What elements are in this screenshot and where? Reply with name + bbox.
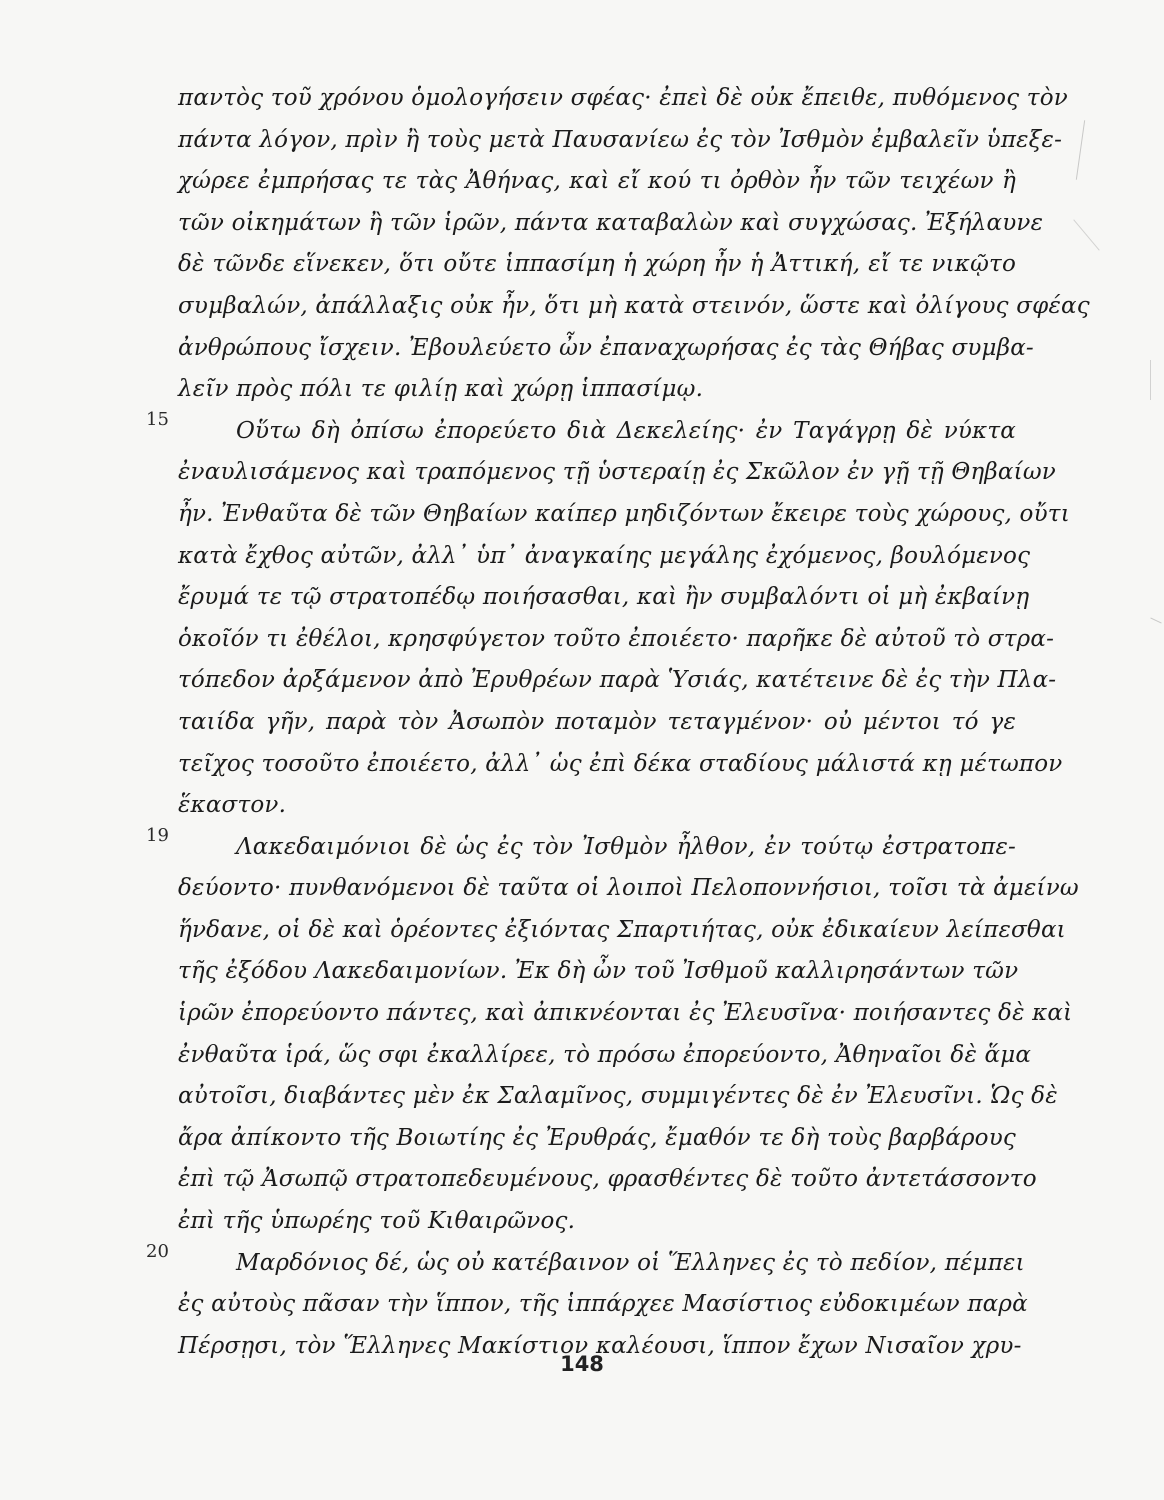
paragraph-start-line: Μαρδόνιος δέ, ὡς οὐ κατέβαινον οἱ Ἕλληνες ἐς τὸ πεδίον, πέμπει <box>236 1249 1025 1276</box>
text-line: ὁκοῖόν τι ἐθέλοι, κρησφύγετον τοῦτο ἐποιέετο· παρῆκε δὲ αὐτοῦ τὸ στρα- <box>178 625 1055 652</box>
text-line: δεύοντο· πυνθανόμενοι δὲ ταῦτα οἱ λοιποὶ Πελοποννήσιοι, τοῖσι τὰ ἀμείνω <box>178 875 1079 902</box>
body-text <box>178 78 1090 1367</box>
scan-artifact <box>1073 219 1099 250</box>
text-line: χώρεε ἐμπρήσας τε τὰς Ἀθήνας, καὶ εἴ κού τι ὀρθὸν ἦν τῶν τειχέων ἢ <box>178 168 1016 195</box>
text-line: συμβαλών, ἀπάλλαξις οὐκ ἦν, ὅτι μὴ κατὰ στεινόν, ὥστε καὶ ὀλίγους σφέας <box>178 292 1090 319</box>
section-number: 15 <box>146 409 169 430</box>
text-line: ἦν. Ἐνθαῦτα δὲ τῶν Θηβαίων καίπερ μηδιζόντων ἔκειρε τοὺς χώρους, οὔτι <box>178 500 1070 527</box>
text-line: ἄρα ἀπίκοντο τῆς Βοιωτίης ἐς Ἐρυθράς, ἔμαθόν τε δὴ τοὺς βαρβάρους <box>178 1124 1016 1151</box>
text-line: ἀνθρώπους ἴσχειν. Ἐβουλεύετο ὦν ἐπαναχωρήσας ἐς τὰς Θήβας συμβα- <box>178 334 1034 361</box>
text-line: ἐναυλισάμενος καὶ τραπόμενος τῇ ὑστεραίῃ ἐς Σκῶλον ἐν γῇ τῇ Θηβαίων <box>178 459 1056 486</box>
text-line: παντὸς τοῦ χρόνου ὁμολογήσειν σφέας· ἐπεὶ δὲ οὐκ ἔπειθε, πυθόμενος τὸν <box>178 85 1068 111</box>
scan-artifact <box>1150 618 1161 624</box>
text-line: Πέρσῃσι, τὸν Ἕλληνες Μακίστιον καλέουσι, ἵππον ἔχων Νισαῖον χρυ- <box>178 1332 1022 1359</box>
text-line: ἥνδανε, οἱ δὲ καὶ ὁρέοντες ἐξιόντας Σπαρτιήτας, οὐκ ἐδικαίευν λείπεσθαι <box>178 916 1066 943</box>
text-line: ἐνθαῦτα ἱρά, ὥς σφι ἐκαλλίρεε, τὸ πρόσω ἐπορεύοντο, Ἀθηναῖοι δὲ ἅμα <box>178 1041 1032 1068</box>
text-line: ταιίδα γῆν, παρὰ τὸν Ἀσωπὸν ποταμὸν τεταγμένον· οὐ μέντοι τό γε <box>178 708 1016 735</box>
text-line: ἱρῶν ἐπορεύοντο πάντες, καὶ ἀπικνέονται ἐς Ἐλευσῖνα· ποιήσαντες δὲ καὶ <box>178 1000 1073 1027</box>
text-line: ἐπὶ τῷ Ἀσωπῷ στρατοπεδευμένους, φρασθέντες δὲ τοῦτο ἀντετάσσοντο <box>178 1166 1037 1193</box>
text-line: ἐς αὐτοὺς πᾶσαν τὴν ἵππον, τῆς ἱππάρχεε Μασίστιος εὐδοκιμέων παρὰ <box>178 1291 1028 1318</box>
paragraph-start-line: Οὕτω δὴ ὀπίσω ἐπορεύετο διὰ Δεκελείης· ἐν Ταγάγρῃ δὲ νύκτα <box>236 417 1016 444</box>
text-line: τεῖχος τοσοῦτο ἐποιέετο, ἀλλ᾽ ὡς ἐπὶ δέκα σταδίους μάλιστά κῃ μέτωπον <box>178 750 1063 777</box>
paragraph-start-line: Λακεδαιμόνιοι δὲ ὡς ἐς τὸν Ἰσθμὸν ἦλθον, ἐν τούτῳ ἐστρατοπε- <box>236 833 1016 860</box>
section-number: 20 <box>146 1241 169 1262</box>
scan-artifact <box>1076 120 1085 180</box>
text-line: ἐπὶ τῆς ὑπωρέης τοῦ Κιθαιρῶνος. <box>178 1208 576 1235</box>
text-line: αὐτοῖσι, διαβάντες μὲν ἐκ Σαλαμῖνος, συμμιγέντες δὲ ἐν Ἐλευσῖνι. Ὡς δὲ <box>178 1083 1058 1110</box>
text-line: τόπεδον ἀρξάμενον ἀπὸ Ἐρυθρέων παρὰ Ὑσιάς, κατέτεινε δὲ ἐς τὴν Πλα- <box>178 667 1057 694</box>
text-line: λεῖν πρὸς πόλι τε φιλίῃ καὶ χώρῃ ἱππασίμῳ. <box>178 376 704 403</box>
scan-artifact <box>1150 360 1151 400</box>
text-line: κατὰ ἔχθος αὐτῶν, ἀλλ᾽ ὑπ᾽ ἀναγκαίης μεγάλης ἐχόμενος, βουλόμενος <box>178 542 1031 569</box>
page-number: 148 <box>560 1352 604 1376</box>
text-line: πάντα λόγον, πρὶν ἢ τοὺς μετὰ Παυσανίεω ἐς τὸν Ἰσθμὸν ἐμβαλεῖν ὑπεξε- <box>178 126 1063 153</box>
text-line: τῶν οἰκημάτων ἢ τῶν ἱρῶν, πάντα καταβαλὼν καὶ συγχώσας. Ἐξήλαυνε <box>178 209 1044 236</box>
section-number: 19 <box>146 825 169 846</box>
text-line: ἔρυμά τε τῷ στρατοπέδῳ ποιήσασθαι, καὶ ἢν συμβαλόντι οἱ μὴ ἐκβαίνῃ <box>178 584 1030 611</box>
text-line: ἕκαστον. <box>178 792 287 819</box>
text-line: τῆς ἐξόδου Λακεδαιμονίων. Ἐκ δὴ ὦν τοῦ Ἰσθμοῦ καλλιρησάντων τῶν <box>178 958 1019 985</box>
text-line: δὲ τῶνδε εἵνεκεν, ὅτι οὔτε ἱππασίμη ἡ χώρη ἦν ἡ Ἀττική, εἴ τε νικῷτο <box>178 251 1016 278</box>
